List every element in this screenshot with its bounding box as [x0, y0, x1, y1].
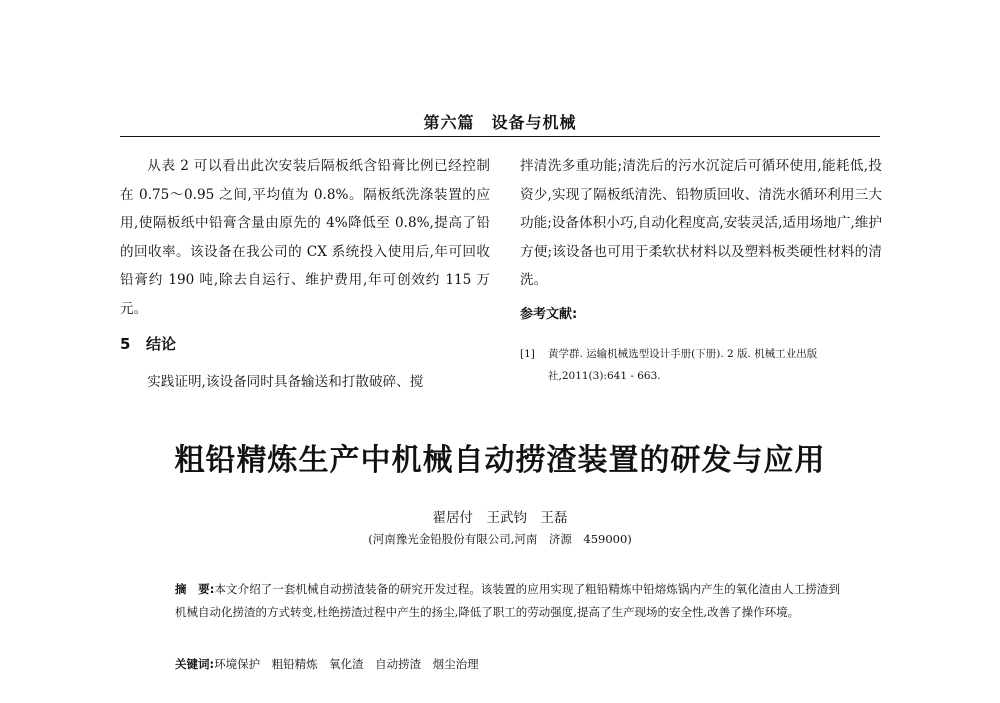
section-number: 5: [120, 335, 131, 353]
references-heading: 参考文献:: [520, 307, 578, 322]
keywords-text: 环境保护 粗铅精炼 氧化渣 自动捞渣 烟尘治理: [214, 657, 479, 671]
section-heading-conclusion: [120, 333, 176, 354]
reference-item: [520, 343, 882, 387]
results-paragraph: 从表 2 可以看出此次安装后隔板纸含铅膏比例已经控制在 0.75～0.95 之间,平均值为 0.8%。隔板纸洗涤装置的应用,使隔板纸中铅膏含量由原先的 4%降低至 0.8%,提高了铅的回收率。该设备在我公司的 CX 系统投入使用后,年可回收铅膏约 190 吨,除去自运行、维护费用,年可创效约 115 万元。: [120, 158, 490, 317]
article-title: 粗铅精炼生产中机械自动捞渣装置的研发与应用: [174, 443, 826, 478]
conclusion-paragraph: [120, 368, 490, 397]
abstract-label: 摘 要:: [175, 582, 215, 596]
right-column: [520, 152, 882, 295]
conclusion-text-start: 实践证明,该设备同时具备输送和打散破碎、搅: [147, 374, 424, 390]
page-section-header: 第六篇 设备与机械: [423, 113, 577, 132]
keywords: [175, 653, 840, 675]
section-title: 结论: [146, 335, 177, 353]
reference-text-continued: 社,2011(3):641 - 663.: [548, 370, 661, 382]
abstract: [175, 578, 840, 623]
reference-text: 黄学群. 运输机械选型设计手册(下册). 2 版. 机械工业出版: [548, 348, 818, 360]
reference-number: [1]: [520, 348, 535, 360]
article-authors: 翟居付 王武钧 王磊: [432, 510, 568, 526]
conclusion-text-continued: 拌清洗多重功能;清洗后的污水沉淀后可循环使用,能耗低,投资少,实现了隔板纸清洗、铅物质回收、清洗水循环利用三大功能;设备体积小巧,自动化程度高,安装灵活,适用场地广,维护方便;该设备也可用于柔软状材料以及塑料板类硬性材料的清洗。: [520, 158, 882, 288]
left-column: [120, 152, 490, 323]
keywords-label: 关键词:: [175, 657, 215, 671]
abstract-text: 本文介绍了一套机械自动捞渣装备的研究开发过程。该装置的应用实现了粗铅精炼中铅熔炼锅内产生的氧化渣由人工捞渣到机械自动化捞渣的方式转变,杜绝捞渣过程中产生的扬尘,降低了职工的劳动强度,提高了生产现场的安全性,改善了操作环境。: [175, 582, 840, 619]
header-rule: [120, 136, 880, 137]
article-affiliation: (河南豫光金铅股份有限公司,河南 济源 459000): [368, 532, 632, 546]
